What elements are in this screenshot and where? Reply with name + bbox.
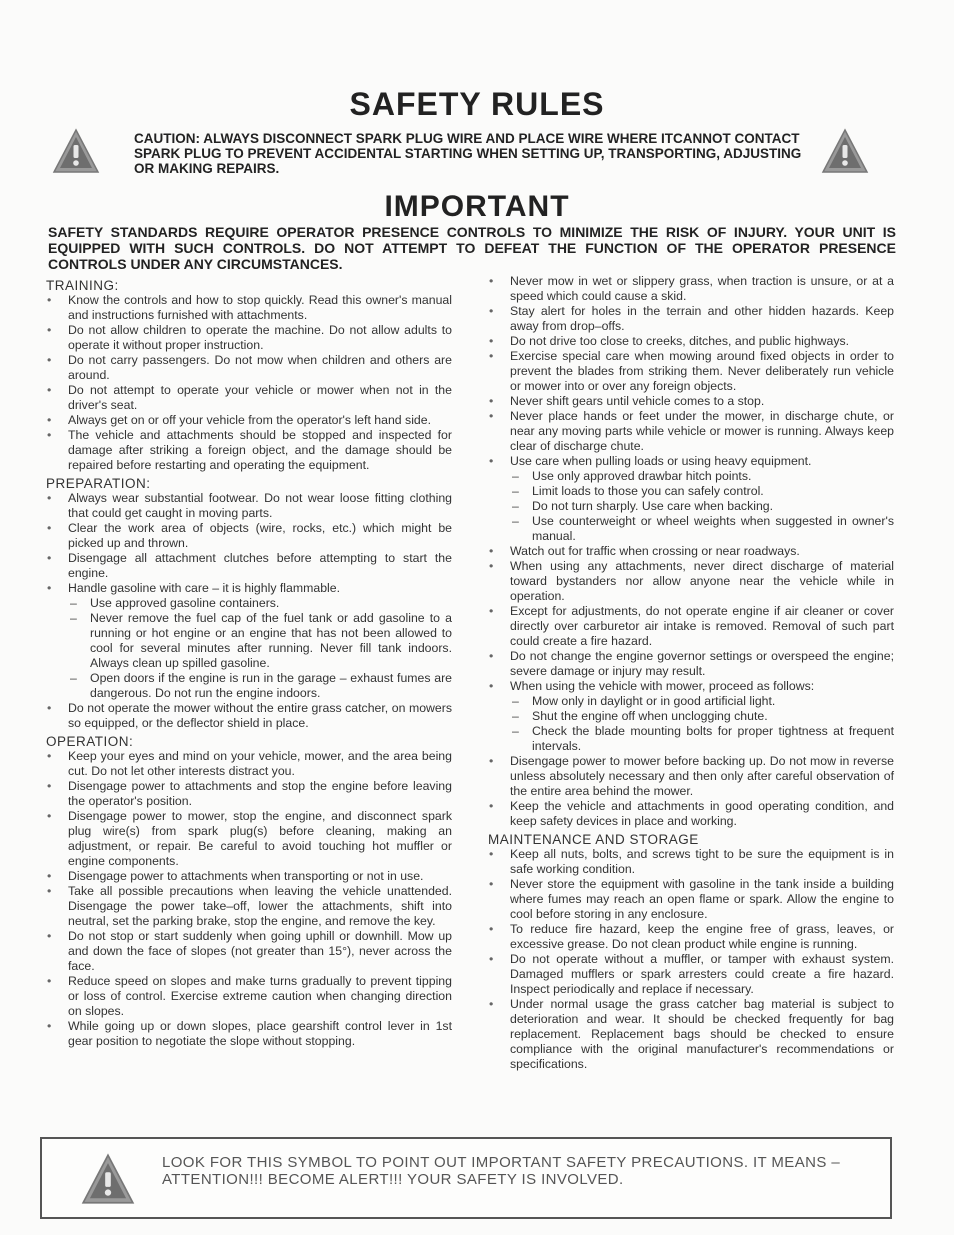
list-item: • Keep your eyes and mind on your vehicle, mower, and the area being cut. Do not let other interests distract you. — [46, 749, 452, 779]
list-item: • Disengage power to mower, stop the engine, and disconnect spark plug wire(s) from spark plug(s) before cleaning, making an adjustment, or repair. Be careful to avoid touching hot muffler or engine components. — [46, 809, 452, 869]
list-item: • Do not change the engine governor settings or overspeed the engine; severe damage or injury may result. — [488, 649, 894, 679]
list-item: • Handle gasoline with care – it is highly flammable. — [46, 581, 452, 596]
list-item: • Never shift gears until vehicle comes to a stop. — [488, 394, 894, 409]
list-item: • Clear the work area of objects (wire, rocks, etc.) which might be picked up and thrown. — [46, 521, 452, 551]
operator-presence-notice: SAFETY STANDARDS REQUIRE OPERATOR PRESENCE CONTROLS TO MINIMIZE THE RISK OF INJURY. YOUR UNIT IS EQUIPPED WITH SUCH CONTROLS. DO NOT ATTEMPT TO DEFEAT THE FUNCTION OF THE OPERATOR PRESENCE CONTROLS UNDER ANY CIRCUMSTANCES. — [48, 224, 896, 272]
left-column — [46, 275, 452, 1049]
sub-list-item: – Check the blade mounting bolts for proper tightness at frequent intervals. — [488, 724, 894, 754]
list-item: • Disengage all attachment clutches before attempting to start the engine. — [46, 551, 452, 581]
list-item: • Do not stop or start suddenly when going uphill or downhill. Mow up and down the face of slopes (not greater than 15°), never across the face. — [46, 929, 452, 974]
list-item: • Disengage power to mower before backing up. Do not mow in reverse unless absolutely necessary and then only after careful observation of the entire area behind the mower. — [488, 754, 894, 799]
list-item: • When using the vehicle with mower, proceed as follows: — [488, 679, 894, 694]
section-heading-operation: OPERATION: — [46, 734, 134, 749]
list-item: • Exercise special care when mowing around fixed objects in order to prevent the blades from striking them. Never deliberately run vehicle or mower into or over any foreign objects. — [488, 349, 894, 394]
operation-list — [46, 749, 452, 1049]
warning-triangle-icon — [821, 128, 869, 174]
sub-list-item: – Mow only in daylight or in good artificial light. — [488, 694, 894, 709]
operation-list-continued — [488, 274, 894, 829]
list-item: • Disengage power to attachments and stop the engine before leaving the operator's position. — [46, 779, 452, 809]
list-item: • The vehicle and attachments should be stopped and inspected for damage after striking a foreign object, and the damage should be repaired before restarting and operating the equipment. — [46, 428, 452, 473]
list-item: • Stay alert for holes in the terrain and other hidden hazards. Keep away from drop–offs. — [488, 304, 894, 334]
page-title: SAFETY RULES — [349, 86, 605, 122]
list-item: • To reduce fire hazard, keep the engine free of grass, leaves, or excessive grease. Do not clean product while engine is running. — [488, 922, 894, 952]
list-item: • Do not allow children to operate the machine. Do not allow adults to operate it without proper instruction. — [46, 323, 452, 353]
list-item: • Never place hands or feet under the mower, in discharge chute, or near any moving parts while vehicle or mower is running. Always keep clear of discharge chute. — [488, 409, 894, 454]
list-item: • Do not carry passengers. Do not mow when children and others are around. — [46, 353, 452, 383]
sub-list-item: – Use only approved drawbar hitch points. — [488, 469, 894, 484]
list-item: • Always get on or off your vehicle from the operator's left hand side. — [46, 413, 452, 428]
list-item: • Do not operate without a muffler, or tamper with exhaust system. Damaged mufflers or spark arresters could create a fire hazard. Inspect periodically and replace if necessary. — [488, 952, 894, 997]
list-item: • Reduce speed on slopes and make turns gradually to prevent tipping or loss of control. Exercise extreme caution when changing direction on slopes. — [46, 974, 452, 1019]
sub-list-item: – Open doors if the engine is run in the garage – exhaust fumes are dangerous. Do not run the engine indoors. — [46, 671, 452, 701]
training-list — [46, 293, 452, 473]
list-item: • Never mow in wet or slippery grass, when traction is unsure, or at a speed which could cause a skid. — [488, 274, 894, 304]
list-item: • Keep the vehicle and attachments in good operating condition, and keep safety devices in place and working. — [488, 799, 894, 829]
sub-list-item: – Never remove the fuel cap of the fuel tank or add gasoline to a running or hot engine or an engine that has not been allowed to cool for several minutes after running. Never fill tank indoors. Always clean up spilled gasoline. — [46, 611, 452, 671]
list-item: • Know the controls and how to stop quickly. Read this owner's manual and instructions furnished with attachments. — [46, 293, 452, 323]
list-item: • Do not attempt to operate your vehicle or mower when not in the driver's seat. — [46, 383, 452, 413]
list-item: • Under normal usage the grass catcher bag material is subject to deterioration and wear. It should be checked frequently for bag replacement. Replacement bags should be checked to ensure compliance with the original manufacturer's recommendations or specifications. — [488, 997, 894, 1072]
list-item: • Do not drive too close to creeks, ditches, and public highways. — [488, 334, 894, 349]
section-heading-maintenance: MAINTENANCE AND STORAGE — [488, 832, 699, 847]
warning-triangle-icon — [80, 1153, 136, 1205]
section-heading-training: TRAINING: — [46, 278, 119, 293]
sub-list-item: – Use approved gasoline containers. — [46, 596, 452, 611]
list-item: • Do not operate the mower without the entire grass catcher, on mowers so equipped, or the deflector shield in place. — [46, 701, 452, 731]
list-item: • Use care when pulling loads or using heavy equipment. — [488, 454, 894, 469]
list-item: • Disengage power to attachments when transporting or not in use. — [46, 869, 452, 884]
warning-triangle-icon — [52, 128, 100, 174]
list-item: • Except for adjustments, do not operate engine if air cleaner or cover directly over carburetor air intake is removed. Removal of such part could create a fire hazard. — [488, 604, 894, 649]
maintenance-list — [488, 847, 894, 1072]
caution-notice: CAUTION: ALWAYS DISCONNECT SPARK PLUG WIRE AND PLACE WIRE WHERE ITCANNOT CONTACT SPARK PLUG TO PREVENT ACCIDENTAL STARTING WHEN SETTING UP, TRANSPORTING, ADJUSTING OR MAKING REPAIRS. — [134, 131, 802, 176]
list-item: • Never store the equipment with gasoline in the tank inside a building where fumes may reach an open flame or spark. Allow the engine to cool before storing in any enclosure. — [488, 877, 894, 922]
sub-list-item: – Use counterweight or wheel weights when suggested in owner's manual. — [488, 514, 894, 544]
sub-list-item: – Shut the engine off when unclogging chute. — [488, 709, 894, 724]
right-column — [488, 274, 894, 1072]
sub-list-item: – Do not turn sharply. Use care when backing. — [488, 499, 894, 514]
list-item: • Take all possible precautions when leaving the vehicle unattended. Disengage the power take–off, lower the attachments, shift into neutral, set the parking brake, stop the engine, and remove the key. — [46, 884, 452, 929]
list-item: • Always wear substantial footwear. Do not wear loose fitting clothing that could get caught in moving parts. — [46, 491, 452, 521]
list-item: • While going up or down slopes, place gearshift control lever in 1st gear position to negotiate the slope without stopping. — [46, 1019, 452, 1049]
sub-list-item: – Limit loads to those you can safely control. — [488, 484, 894, 499]
list-item: • Keep all nuts, bolts, and screws tight to be sure the equipment is in safe working condition. — [488, 847, 894, 877]
list-item: • Watch out for traffic when crossing or near roadways. — [488, 544, 894, 559]
preparation-list — [46, 491, 452, 731]
list-item: • When using any attachments, never direct discharge of material toward bystanders nor allow anyone near the vehicle while in operation. — [488, 559, 894, 604]
important-heading: IMPORTANT — [384, 190, 570, 223]
section-heading-preparation: PREPARATION: — [46, 476, 151, 491]
symbol-notice-box — [40, 1137, 892, 1219]
symbol-notice-text: LOOK FOR THIS SYMBOL TO POINT OUT IMPORTANT SAFETY PRECAUTIONS. IT MEANS – ATTENTION!!! BECOME ALERT!!! YOUR SAFETY IS INVOLVED. — [162, 1154, 841, 1188]
